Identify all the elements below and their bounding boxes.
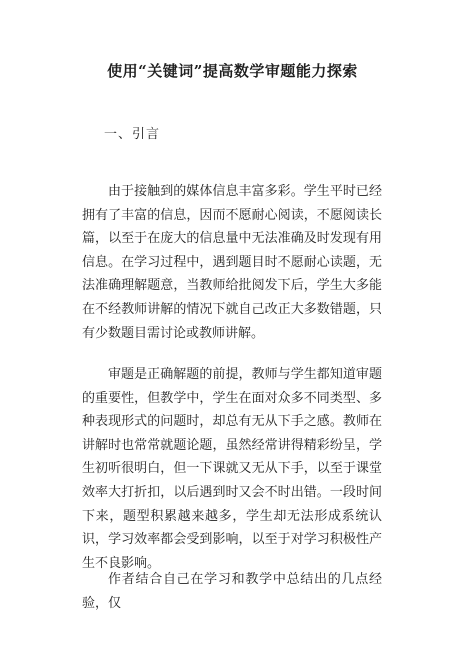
- section-heading-introduction: 一、引言: [104, 127, 161, 142]
- body-paragraph: 审题是正确解题的前提，教师与学生都知道审题的重要性，但教学中，学生在面对众多不同类型、多种表现形式的问题时，却总有无从下手之感。教师在讲解时也常常就题论题，虽然经常讲得精彩纷呈，学生初听很明白，但一下课就又无从下手，以至于课堂效率大打折扣，以后遇到时又会不时出错。一段时间下来，题型积累越来越多，学生却无法形成系统认识，学习效率都会受到影响，以至于对学习积极性产生不良影响。: [82, 367, 382, 571]
- document-title: 使用“关键词”提高数学审题能力探索: [107, 62, 358, 80]
- body-paragraph: 作者结合自己在学习和教学中总结出的几点经验，仅: [82, 572, 382, 611]
- body-paragraph: 由于接触到的媒体信息丰富多彩。学生平时已经拥有了丰富的信息，因而不愿耐心阅读，不愿阅读长篇，以至于在庞大的信息量中无法准确及时发现有用信息。在学习过程中，遇到题目时不愿耐心读题，无法准确理解题意，当教师给批阅发下后，学生大多能在不经教师讲解的情况下就自己改正大多数错题，只有少数题目需讨论或教师讲解。: [82, 184, 382, 341]
